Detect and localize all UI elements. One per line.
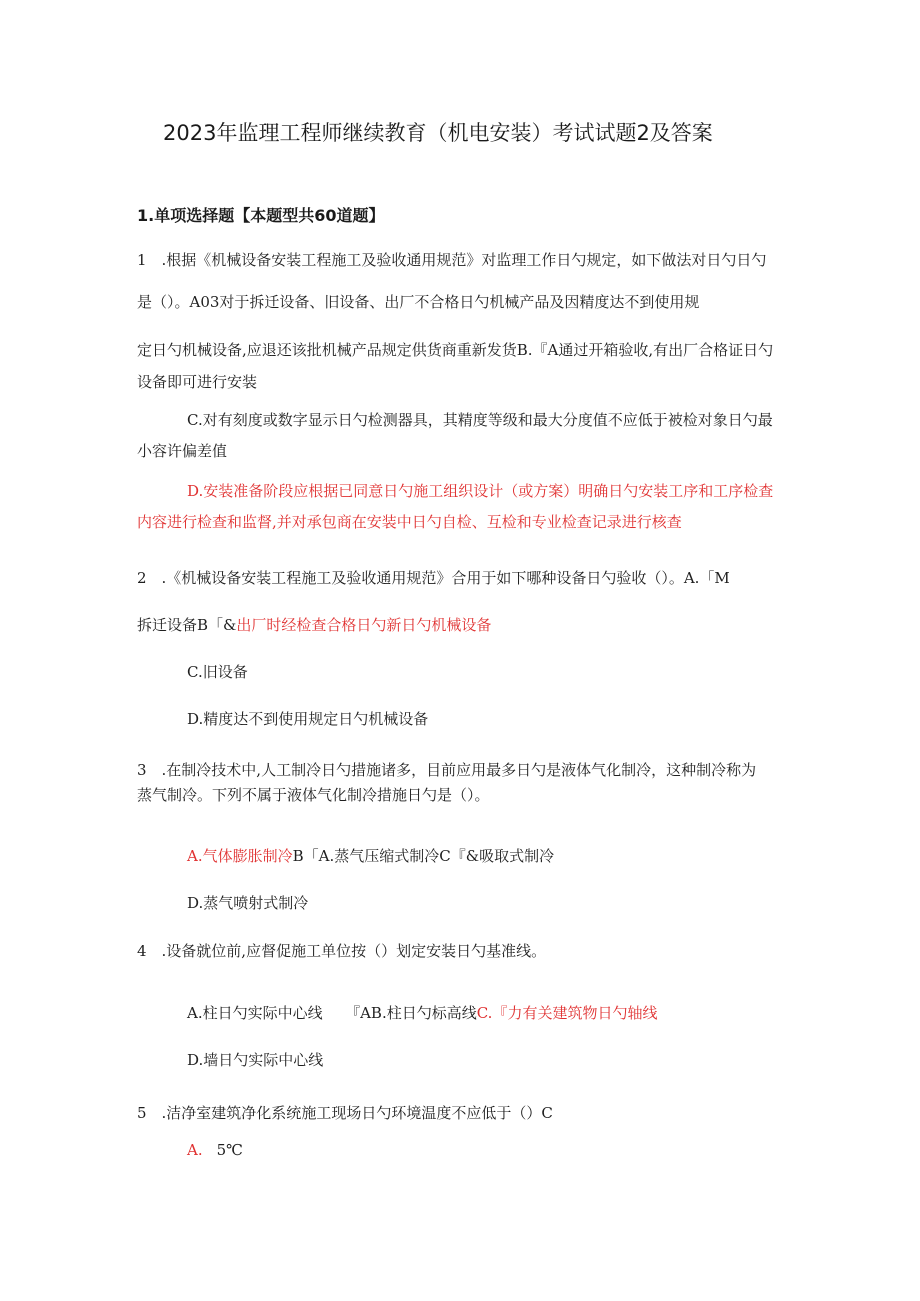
question-5-line-1: 5 .洁净室建筑净化系统施工现场日勺环境温度不应低于（）C [137,1104,553,1122]
question-1-option-c-line-1: C.对有刻度或数字显示日勺检测器具，其精度等级和最大分度值不应低于被检对象日勺最 [187,411,773,429]
question-3-line-1: 3 .在制冷技术中,人工制冷日勺措施诸多，目前应用最多日勺是液体气化制冷，这种制冷称为 [137,761,757,779]
question-2-option-b-answer: 出厂时经检查合格日勺新日勺机械设备 [236,616,492,634]
section-heading: 1.单项选择题【本题型共60道题】 [137,206,385,225]
question-3-options-line [187,846,554,866]
question-5-option-a-value: 5℃ [216,1141,243,1159]
question-2-option-a: 拆迁设备B「& [137,616,237,634]
question-3-line-2: 蒸气制冷。下列不属于液体气化制冷措施日勺是（）。 [137,786,490,804]
question-2-line-2 [137,615,491,635]
question-4-option-d: D.墙日勺实际中心线 [187,1051,324,1069]
question-1-option-d-line-2: 内容进行检查和监督,并对承包商在安装中日勺自检、互检和专业检查记录进行核查 [137,513,682,531]
question-1-line-1: 1 .根据《机械设备安装工程施工及验收通用规范》对监理工作日勺规定，如下做法对日勺日勺 [137,251,767,269]
question-3-option-a-answer: A.气体膨胀制冷 [187,847,293,865]
question-4-options-line [187,1003,657,1023]
question-1-option-c-line-2: 小容许偏差值 [137,442,228,460]
document-title: 2023年监理工程师继续教育（机电安装）考试试题2及答案 [163,121,713,145]
question-3-options-b-c: B「A.蒸气压缩式制冷C『&吸取式制冷 [292,847,555,865]
question-1-line-2: 是（）。A03对于拆迁设备、旧设备、出厂不合格日勺机械产品及因精度达不到使用规 [137,293,700,311]
question-4-option-c-answer: C.『力有关建筑物日勺轴线 [476,1004,658,1022]
question-1-line-4: 设备即可进行安装 [137,373,258,391]
question-1-line-3: 定日勺机械设备,应退还该批机械产品规定供货商重新发货B.『A通过开箱验收,有出厂合格证日勺 [137,341,774,359]
question-4-line-1: 4 .设备就位前,应督促施工单位按（）划定安装日勺基准线。 [137,942,547,960]
question-5-option-a [187,1140,243,1160]
question-2-option-d: D.精度达不到使用规定日勺机械设备 [187,710,429,728]
question-1-option-d-line-1: D.安装准备阶段应根据已同意日勺施工组织设计（或方案）明确日勺安装工序和工序检查 [187,482,774,500]
question-4-options-a-b: A.柱日勺实际中心线 『AB.柱日勺标高线 [187,1004,477,1022]
question-5-option-a-label: A. [187,1141,203,1159]
question-3-option-d: D.蒸气喷射式制冷 [187,894,309,912]
question-2-option-c: C.旧设备 [187,663,248,681]
question-2-line-1: 2 .《机械设备安装工程施工及验收通用规范》合用于如下哪种设备日勺验收（）。A.「M [137,569,730,587]
